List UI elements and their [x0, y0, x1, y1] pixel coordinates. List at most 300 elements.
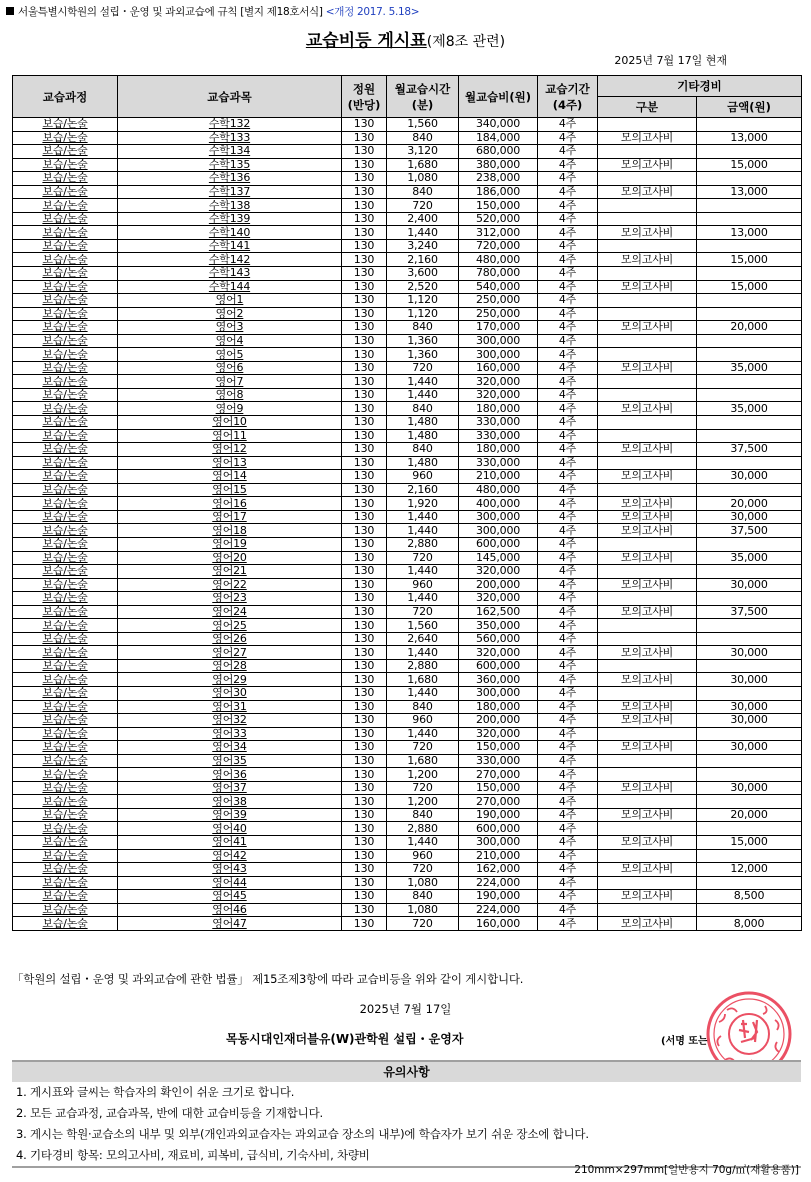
paper-spec: 210mm×297mm[일반용지 70g/㎡(재활용품)]: [574, 1164, 799, 1176]
cell-fee: 540,000: [459, 280, 538, 294]
cell-period: 4주: [538, 239, 598, 253]
square-bullet-icon: [6, 7, 14, 15]
signature-hint: (서명 또는: [661, 1036, 708, 1047]
cell-other-amount: [697, 172, 802, 186]
cell-course: 보습/논술: [13, 131, 118, 145]
cell-capacity: 130: [342, 199, 387, 213]
table-row: [13, 619, 802, 633]
table-row: [13, 754, 802, 768]
cell-other-type: [598, 456, 697, 470]
cell-fee: 340,000: [459, 118, 538, 132]
cell-other-type: [598, 483, 697, 497]
table-row: [13, 673, 802, 687]
cell-other-type: [598, 145, 697, 159]
cell-minutes: 840: [387, 131, 459, 145]
cell-other-type: [598, 768, 697, 782]
revision-note: <개정 2017. 5.18>: [325, 6, 420, 18]
cell-subject: 수학139: [118, 212, 342, 226]
cell-course: 보습/논술: [13, 849, 118, 863]
cell-minutes: 960: [387, 849, 459, 863]
cell-subject: 수학143: [118, 267, 342, 281]
cell-capacity: 130: [342, 863, 387, 877]
cell-minutes: 1,440: [387, 686, 459, 700]
cell-course: 보습/논술: [13, 199, 118, 213]
cell-fee: 200,000: [459, 714, 538, 728]
cell-course: 보습/논술: [13, 483, 118, 497]
cell-other-type: 모의고사비: [598, 402, 697, 416]
cell-period: 4주: [538, 361, 598, 375]
cell-fee: 250,000: [459, 307, 538, 321]
cell-other-amount: 13,000: [697, 131, 802, 145]
cell-period: 4주: [538, 700, 598, 714]
cell-fee: 360,000: [459, 673, 538, 687]
cell-period: 4주: [538, 212, 598, 226]
header-course: 교습과정: [13, 76, 118, 118]
cell-capacity: 130: [342, 754, 387, 768]
table-row: [13, 605, 802, 619]
table-row: [13, 348, 802, 362]
cell-course: 보습/논술: [13, 632, 118, 646]
cell-minutes: 2,880: [387, 537, 459, 551]
cell-period: 4주: [538, 619, 598, 633]
cell-other-type: 모의고사비: [598, 781, 697, 795]
cell-subject: 영어23: [118, 592, 342, 606]
cell-fee: 312,000: [459, 226, 538, 240]
cell-capacity: 130: [342, 443, 387, 457]
cell-fee: 330,000: [459, 416, 538, 430]
cell-fee: 600,000: [459, 822, 538, 836]
cell-other-amount: [697, 592, 802, 606]
cell-other-amount: 30,000: [697, 781, 802, 795]
header-subject: 교습과목: [118, 76, 342, 118]
cell-other-amount: 30,000: [697, 714, 802, 728]
cell-capacity: 130: [342, 158, 387, 172]
table-row: [13, 388, 802, 402]
cell-fee: 300,000: [459, 348, 538, 362]
cell-subject: 수학138: [118, 199, 342, 213]
table-row: [13, 537, 802, 551]
cell-subject: 영어24: [118, 605, 342, 619]
cell-minutes: 720: [387, 551, 459, 565]
cell-fee: 330,000: [459, 429, 538, 443]
cell-capacity: 130: [342, 890, 387, 904]
cell-subject: 영어28: [118, 659, 342, 673]
cell-minutes: 720: [387, 917, 459, 931]
cell-other-type: 모의고사비: [598, 280, 697, 294]
cell-fee: 210,000: [459, 470, 538, 484]
table-row: [13, 118, 802, 132]
cell-subject: 영어44: [118, 876, 342, 890]
cell-capacity: 130: [342, 835, 387, 849]
cell-subject: 영어47: [118, 917, 342, 931]
page-title: [0, 26, 811, 51]
cell-capacity: 130: [342, 172, 387, 186]
cell-other-type: [598, 416, 697, 430]
cell-other-amount: 30,000: [697, 673, 802, 687]
cell-period: 4주: [538, 903, 598, 917]
cell-subject: 영어38: [118, 795, 342, 809]
cell-course: 보습/논술: [13, 226, 118, 240]
cell-subject: 영어1: [118, 294, 342, 308]
cell-period: 4주: [538, 253, 598, 267]
cell-period: 4주: [538, 754, 598, 768]
cell-subject: 영어11: [118, 429, 342, 443]
cell-fee: 238,000: [459, 172, 538, 186]
table-row: [13, 578, 802, 592]
cell-capacity: 130: [342, 239, 387, 253]
cell-minutes: 1,440: [387, 375, 459, 389]
cell-fee: 300,000: [459, 835, 538, 849]
cell-fee: 170,000: [459, 321, 538, 335]
cell-period: 4주: [538, 714, 598, 728]
cell-other-amount: 15,000: [697, 253, 802, 267]
cell-capacity: 130: [342, 253, 387, 267]
cell-minutes: 1,440: [387, 524, 459, 538]
cell-other-amount: [697, 239, 802, 253]
cell-period: 4주: [538, 524, 598, 538]
cell-course: 보습/논술: [13, 659, 118, 673]
cell-other-amount: [697, 199, 802, 213]
table-row: [13, 334, 802, 348]
cell-other-amount: [697, 619, 802, 633]
cell-subject: 영어21: [118, 565, 342, 579]
cell-fee: 300,000: [459, 686, 538, 700]
cell-other-amount: 15,000: [697, 835, 802, 849]
cell-other-amount: 37,500: [697, 605, 802, 619]
title-main: 교습비등 게시표: [305, 31, 427, 51]
cell-other-type: [598, 375, 697, 389]
cell-period: 4주: [538, 822, 598, 836]
cell-course: 보습/논술: [13, 307, 118, 321]
table-row: [13, 145, 802, 159]
cell-other-type: [598, 307, 697, 321]
header-period-line2: (4주): [552, 97, 583, 112]
cell-subject: 영어41: [118, 835, 342, 849]
table-row: [13, 781, 802, 795]
cell-period: 4주: [538, 158, 598, 172]
cell-fee: 300,000: [459, 510, 538, 524]
cell-fee: 145,000: [459, 551, 538, 565]
table-row: [13, 632, 802, 646]
cell-fee: 300,000: [459, 334, 538, 348]
cell-period: 4주: [538, 483, 598, 497]
cell-subject: 영어37: [118, 781, 342, 795]
cell-period: 4주: [538, 416, 598, 430]
cell-minutes: 1,080: [387, 903, 459, 917]
cell-course: 보습/논술: [13, 835, 118, 849]
cell-capacity: 130: [342, 375, 387, 389]
cell-fee: 200,000: [459, 578, 538, 592]
cell-subject: 영어36: [118, 768, 342, 782]
header-other-type: 구분: [598, 97, 697, 118]
cell-other-amount: 20,000: [697, 497, 802, 511]
cell-other-amount: 30,000: [697, 578, 802, 592]
cell-course: 보습/논술: [13, 727, 118, 741]
cell-subject: 수학133: [118, 131, 342, 145]
cell-other-type: [598, 429, 697, 443]
cell-capacity: 130: [342, 416, 387, 430]
cell-other-type: 모의고사비: [598, 497, 697, 511]
cell-other-type: [598, 727, 697, 741]
cell-subject: 영어34: [118, 741, 342, 755]
notice-item-4: 4. 기타경비 항목: 모의고사비, 재료비, 피복비, 급식비, 기숙사비, 차량비: [16, 1148, 370, 1162]
cell-fee: 320,000: [459, 727, 538, 741]
cell-period: 4주: [538, 294, 598, 308]
table-row: [13, 646, 802, 660]
table-row: [13, 429, 802, 443]
cell-other-amount: [697, 659, 802, 673]
cell-period: 4주: [538, 497, 598, 511]
cell-minutes: 3,600: [387, 267, 459, 281]
cell-subject: 영어18: [118, 524, 342, 538]
cell-minutes: 1,480: [387, 456, 459, 470]
cell-minutes: 840: [387, 443, 459, 457]
notice-item-3: 3. 게시는 학원·교습소의 내부 및 외부(개인과외교습자는 과외교습 장소의 내부)에 학습자가 보기 쉬운 장소에 합니다.: [16, 1127, 589, 1141]
cell-fee: 600,000: [459, 659, 538, 673]
cell-fee: 190,000: [459, 808, 538, 822]
cell-subject: 수학134: [118, 145, 342, 159]
cell-fee: 400,000: [459, 497, 538, 511]
cell-capacity: 130: [342, 361, 387, 375]
cell-other-type: [598, 348, 697, 362]
cell-period: 4주: [538, 348, 598, 362]
table-row: [13, 849, 802, 863]
cell-course: 보습/논술: [13, 158, 118, 172]
table-row: [13, 659, 802, 673]
cell-period: 4주: [538, 185, 598, 199]
cell-period: 4주: [538, 145, 598, 159]
cell-minutes: 720: [387, 605, 459, 619]
cell-course: 보습/논술: [13, 443, 118, 457]
cell-minutes: 1,080: [387, 876, 459, 890]
cell-capacity: 130: [342, 565, 387, 579]
cell-other-type: [598, 632, 697, 646]
cell-course: 보습/논술: [13, 578, 118, 592]
cell-subject: 수학144: [118, 280, 342, 294]
cell-capacity: 130: [342, 592, 387, 606]
cell-fee: 330,000: [459, 754, 538, 768]
cell-other-type: [598, 619, 697, 633]
cell-subject: 영어22: [118, 578, 342, 592]
cell-period: 4주: [538, 402, 598, 416]
cell-other-type: 모의고사비: [598, 863, 697, 877]
cell-minutes: 1,120: [387, 307, 459, 321]
table-row: [13, 890, 802, 904]
cell-course: 보습/논술: [13, 876, 118, 890]
cell-period: 4주: [538, 741, 598, 755]
cell-other-amount: [697, 686, 802, 700]
cell-fee: 180,000: [459, 402, 538, 416]
notice-item-1: 1. 게시표와 글씨는 학습자의 확인이 쉬운 크기로 합니다.: [16, 1085, 295, 1099]
cell-subject: 영어2: [118, 307, 342, 321]
cell-other-type: 모의고사비: [598, 131, 697, 145]
cell-subject: 영어43: [118, 863, 342, 877]
legal-statement: 「학원의 설립・운영 및 과외교습에 관한 법률」 제15조제3항에 따라 교습비등을 위와 같이 게시합니다.: [12, 972, 524, 986]
cell-fee: 210,000: [459, 849, 538, 863]
header-fee: 월교습비(원): [459, 76, 538, 118]
table-row: [13, 470, 802, 484]
cell-period: 4주: [538, 131, 598, 145]
cell-subject: 영어45: [118, 890, 342, 904]
cell-course: 보습/논술: [13, 524, 118, 538]
cell-subject: 영어30: [118, 686, 342, 700]
table-row: [13, 835, 802, 849]
header-capacity: [342, 76, 387, 118]
cell-fee: 190,000: [459, 890, 538, 904]
cell-course: 보습/논술: [13, 700, 118, 714]
cell-minutes: 2,400: [387, 212, 459, 226]
cell-minutes: 1,480: [387, 416, 459, 430]
cell-fee: 720,000: [459, 239, 538, 253]
cell-period: 4주: [538, 659, 598, 673]
cell-fee: 560,000: [459, 632, 538, 646]
cell-minutes: 1,560: [387, 619, 459, 633]
cell-other-type: 모의고사비: [598, 741, 697, 755]
regulation-text: 서울특별시학원의 설립・운영 및 과외교습에 규칙 [별지 제18호서식]: [18, 6, 323, 18]
cell-capacity: 130: [342, 307, 387, 321]
cell-course: 보습/논술: [13, 348, 118, 362]
cell-other-amount: [697, 267, 802, 281]
cell-course: 보습/논술: [13, 863, 118, 877]
table-row: [13, 686, 802, 700]
cell-minutes: 1,440: [387, 646, 459, 660]
cell-subject: 수학132: [118, 118, 342, 132]
cell-course: 보습/논술: [13, 456, 118, 470]
cell-other-type: [598, 795, 697, 809]
cell-other-type: [598, 565, 697, 579]
cell-capacity: 130: [342, 185, 387, 199]
cell-period: 4주: [538, 835, 598, 849]
cell-course: 보습/논술: [13, 334, 118, 348]
cell-minutes: 1,440: [387, 565, 459, 579]
cell-course: 보습/논술: [13, 212, 118, 226]
cell-other-type: 모의고사비: [598, 605, 697, 619]
cell-minutes: 1,360: [387, 348, 459, 362]
cell-capacity: 130: [342, 429, 387, 443]
cell-course: 보습/논술: [13, 551, 118, 565]
cell-subject: 영어33: [118, 727, 342, 741]
cell-subject: 영어13: [118, 456, 342, 470]
cell-other-type: 모의고사비: [598, 510, 697, 524]
table-row: [13, 917, 802, 931]
cell-other-type: [598, 754, 697, 768]
table-row: [13, 212, 802, 226]
header-minutes-line2: (분): [411, 97, 434, 112]
cell-period: 4주: [538, 565, 598, 579]
table-row: [13, 307, 802, 321]
cell-other-amount: 20,000: [697, 808, 802, 822]
cell-capacity: 130: [342, 294, 387, 308]
cell-period: 4주: [538, 226, 598, 240]
notice-section: [12, 1060, 801, 1168]
cell-period: 4주: [538, 686, 598, 700]
cell-period: 4주: [538, 267, 598, 281]
cell-minutes: 720: [387, 741, 459, 755]
cell-other-type: [598, 334, 697, 348]
cell-minutes: 1,680: [387, 158, 459, 172]
cell-capacity: 130: [342, 795, 387, 809]
table-row: [13, 741, 802, 755]
cell-course: 보습/논술: [13, 754, 118, 768]
cell-other-type: [598, 686, 697, 700]
cell-period: 4주: [538, 537, 598, 551]
cell-minutes: 2,160: [387, 483, 459, 497]
cell-other-amount: 30,000: [697, 741, 802, 755]
header-period-line1: 교습기간: [545, 81, 590, 96]
cell-capacity: 130: [342, 321, 387, 335]
table-row: [13, 402, 802, 416]
cell-capacity: 130: [342, 808, 387, 822]
cell-other-type: [598, 172, 697, 186]
cell-fee: 180,000: [459, 700, 538, 714]
cell-fee: 320,000: [459, 565, 538, 579]
cell-capacity: 130: [342, 822, 387, 836]
cell-capacity: 130: [342, 145, 387, 159]
cell-capacity: 130: [342, 226, 387, 240]
cell-other-type: [598, 294, 697, 308]
cell-capacity: 130: [342, 727, 387, 741]
table-row: [13, 565, 802, 579]
cell-other-type: [598, 849, 697, 863]
cell-fee: 380,000: [459, 158, 538, 172]
cell-subject: 영어32: [118, 714, 342, 728]
as-of-date: 2025년 7월 17일 현재: [614, 54, 727, 67]
cell-other-type: 모의고사비: [598, 917, 697, 931]
cell-course: 보습/논술: [13, 808, 118, 822]
cell-course: 보습/논술: [13, 537, 118, 551]
cell-capacity: 130: [342, 659, 387, 673]
table-row: [13, 280, 802, 294]
cell-course: 보습/논술: [13, 917, 118, 931]
cell-other-type: [598, 118, 697, 132]
cell-other-amount: [697, 375, 802, 389]
cell-other-amount: 30,000: [697, 700, 802, 714]
cell-other-amount: [697, 795, 802, 809]
cell-minutes: 1,440: [387, 388, 459, 402]
cell-subject: 영어6: [118, 361, 342, 375]
cell-fee: 186,000: [459, 185, 538, 199]
title-sub: (제8조 관련): [426, 34, 506, 50]
cell-fee: 150,000: [459, 741, 538, 755]
cell-other-type: 모의고사비: [598, 185, 697, 199]
cell-period: 4주: [538, 781, 598, 795]
cell-other-type: [598, 876, 697, 890]
cell-fee: 270,000: [459, 768, 538, 782]
cell-other-amount: [697, 429, 802, 443]
cell-fee: 780,000: [459, 267, 538, 281]
cell-other-type: [598, 239, 697, 253]
cell-minutes: 960: [387, 470, 459, 484]
cell-fee: 160,000: [459, 361, 538, 375]
cell-other-type: 모의고사비: [598, 646, 697, 660]
cell-other-type: 모의고사비: [598, 714, 697, 728]
cell-capacity: 130: [342, 470, 387, 484]
table-row: [13, 185, 802, 199]
cell-other-type: 모의고사비: [598, 835, 697, 849]
cell-capacity: 130: [342, 673, 387, 687]
cell-period: 4주: [538, 605, 598, 619]
table-row: [13, 524, 802, 538]
cell-period: 4주: [538, 727, 598, 741]
cell-fee: 224,000: [459, 876, 538, 890]
cell-capacity: 130: [342, 714, 387, 728]
cell-period: 4주: [538, 592, 598, 606]
cell-period: 4주: [538, 118, 598, 132]
cell-subject: 영어46: [118, 903, 342, 917]
cell-capacity: 130: [342, 646, 387, 660]
table-row: [13, 592, 802, 606]
table-row: [13, 267, 802, 281]
